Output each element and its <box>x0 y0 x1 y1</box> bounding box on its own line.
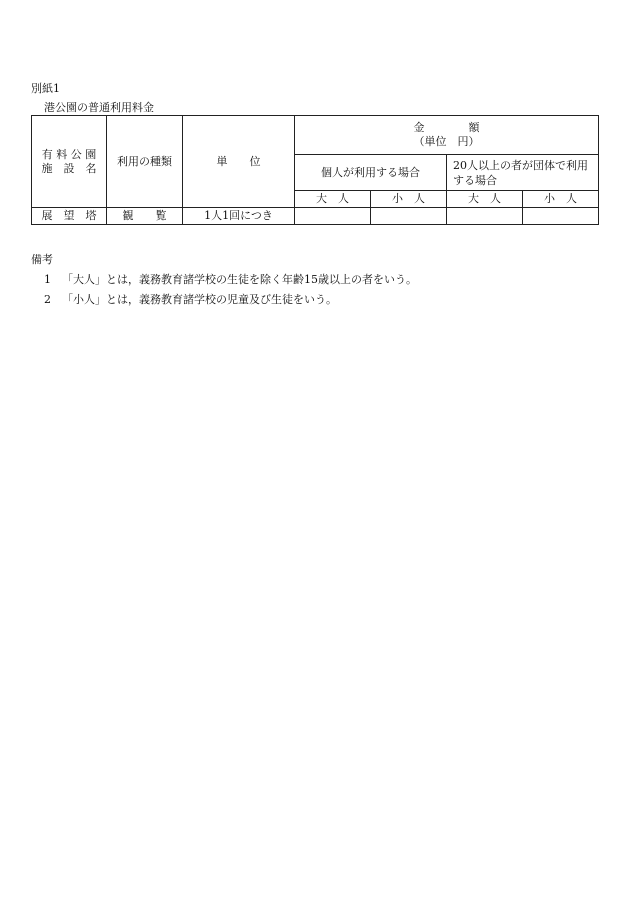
cell-individual-child <box>371 208 447 225</box>
header-unit: 単 位 <box>183 116 295 208</box>
note-item <box>44 271 417 287</box>
header-group-child: 小 人 <box>523 191 599 208</box>
note-text: 「小人」とは，義務教育諸学校の児童及び生徒をいう。 <box>62 293 337 306</box>
header-individual-adult: 大 人 <box>295 191 371 208</box>
cell-group-adult <box>447 208 523 225</box>
header-facility-name <box>32 116 107 208</box>
header-individual-use: 個人が利用する場合 <box>295 155 447 191</box>
notes-heading: 備考 <box>31 253 53 266</box>
cell-group-child <box>523 208 599 225</box>
appendix-label: 別紙1 <box>31 82 60 95</box>
cell-usage: 観 覧 <box>107 208 183 225</box>
document-title: 港公園の普通利用料金 <box>44 101 154 114</box>
header-individual-child: 小 人 <box>371 191 447 208</box>
fee-table <box>31 115 599 225</box>
header-group-adult: 大 人 <box>447 191 523 208</box>
header-facility-name-line1: 有 料 公 園 <box>41 147 97 161</box>
header-usage-type: 利用の種類 <box>107 116 183 208</box>
cell-individual-adult <box>295 208 371 225</box>
cell-facility: 展 望 塔 <box>32 208 107 225</box>
note-item <box>44 291 337 307</box>
header-amount <box>295 116 599 155</box>
header-amount-unit: （単位 円） <box>413 135 480 148</box>
note-number: 2 <box>44 293 51 306</box>
header-amount-label: 金 額 <box>413 121 480 134</box>
table-row <box>32 208 599 225</box>
cell-unit: 1人1回につき <box>183 208 295 225</box>
note-number: 1 <box>44 273 51 286</box>
header-group-use: 20人以上の者が団体で利用する場合 <box>447 155 599 191</box>
note-text: 「大人」とは，義務教育諸学校の生徒を除く年齢15歳以上の者をいう。 <box>62 273 417 286</box>
header-facility-name-line2: 施 設 名 <box>41 161 97 175</box>
